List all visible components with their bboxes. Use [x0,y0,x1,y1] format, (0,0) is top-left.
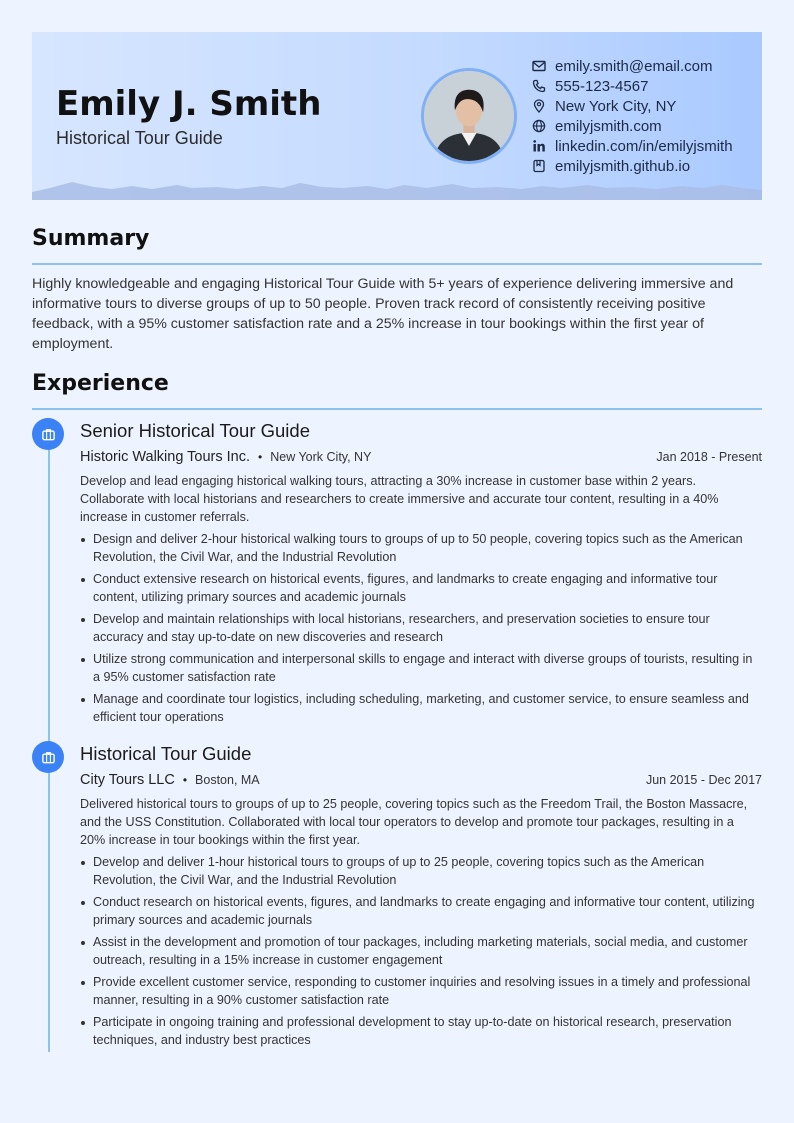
contact-linkedin-text: linkedin.com/in/emilyjsmith [555,137,733,155]
bookmark-icon [532,159,555,173]
job-title: Senior Historical Tour Guide [80,420,310,441]
job-bullet: Participate in ongoing training and professional development to stay up-to-date on historical research, preservation techniques, and industry best practices [80,1013,762,1049]
candidate-title: Historical Tour Guide [56,128,223,148]
contact-location-text: New York City, NY [555,97,677,115]
contact-website-text: emilyjsmith.com [555,117,662,135]
job-company: Historic Walking Tours Inc. [80,449,251,465]
experience-divider [32,408,762,410]
job-bullets [80,853,762,1049]
summary-text: Highly knowledgeable and engaging Historical Tour Guide with 5+ years of experience delivering immersive and informative tours to diverse groups of up to 50 people. Proven track record of consistently receiving positive feedback, with a 95% customer satisfaction rate and a 25% increase in tour bookings within the first year of employment. [32,276,734,352]
contact-email[interactable] [532,56,757,76]
contact-location [532,96,757,116]
phone-icon [532,79,555,93]
job-description: Delivered historical tours to groups of up to 25 people, covering topics such as the Freedom Trail, the Boston Massacre, and the USS Constitution. Collaborated with local tour operators to develop and promote tour packages, resulting in a 20% increase in tour bookings within the first year. [80,797,748,847]
job-title: Historical Tour Guide [80,743,252,764]
experience-heading: Experience [32,371,169,396]
job-entry [80,741,762,1053]
location-pin-icon [532,99,555,113]
job-dates: Jan 2018 - Present [656,450,762,464]
contact-email-text: emily.smith@email.com [555,57,713,75]
briefcase-icon [32,418,64,450]
person-portrait-icon [424,71,514,161]
job-company: City Tours LLC [80,772,175,788]
candidate-name: Emily J. Smith [56,84,322,124]
job-bullet: Design and deliver 2-hour historical walking tours to groups of up to 50 people, covering topics such as the American Revolution, the Civil War, and the Industrial Revolution [80,530,762,566]
contact-list [532,56,757,176]
contact-phone[interactable] [532,76,757,96]
profile-photo [421,68,517,164]
contact-github-text: emilyjsmith.github.io [555,157,691,175]
briefcase-icon [32,741,64,773]
job-bullet: Provide excellent customer service, responding to customer inquiries and resolving issues in a timely and professional manner, resulting in a 90% customer satisfaction rate [80,973,762,1009]
contact-github[interactable] [532,156,757,176]
job-bullet: Conduct research on historical events, figures, and landmarks to create engaging and informative tour content, utilizing primary sources and academic journals [80,893,762,929]
linkedin-icon [532,139,555,153]
job-location: Boston, MA [195,773,260,787]
separator-dot: • [182,773,188,787]
job-meta [80,444,762,470]
job-entry [80,418,762,730]
job-bullet: Conduct extensive research on historical events, figures, and landmarks to create engaging and informative tour content, utilizing primary sources and academic journals [80,570,762,606]
globe-icon [532,119,555,133]
contact-linkedin[interactable] [532,136,757,156]
job-location: New York City, NY [270,450,372,464]
job-bullet: Manage and coordinate tour logistics, including scheduling, marketing, and customer service, to ensure seamless and efficient tour operations [80,690,762,726]
job-bullet: Develop and maintain relationships with local historians, researchers, and preservation societies to ensure tour accuracy and stay up-to-date on new discoveries and research [80,610,762,646]
job-meta [80,767,762,793]
job-bullet: Utilize strong communication and interpersonal skills to engage and interact with diverse groups of tourists, resulting in a 95% customer satisfaction rate [80,650,762,686]
contact-website[interactable] [532,116,757,136]
summary-divider [32,263,762,265]
job-description: Develop and lead engaging historical walking tours, attracting a 30% increase in customer base within 2 years. Collaborate with local historians and researchers to create immersive and accurate tour content, resulting in a 40% increase in customer referrals. [80,474,719,524]
job-bullets [80,530,762,726]
email-icon [532,59,555,73]
job-bullet: Assist in the development and promotion of tour packages, including marketing materials, social media, and customer outreach, resulting in a 15% increase in customer engagement [80,933,762,969]
summary-heading: Summary [32,226,150,251]
decorative-mountains [32,178,762,200]
contact-phone-text: 555-123-4567 [555,77,649,95]
resume-header [32,32,762,200]
separator-dot: • [258,450,263,464]
job-bullet: Develop and deliver 1-hour historical tours to groups of up to 25 people, covering topics such as the American Revolution, the Civil War, and the Industrial Revolution [80,853,762,889]
job-dates: Jun 2015 - Dec 2017 [645,773,762,787]
